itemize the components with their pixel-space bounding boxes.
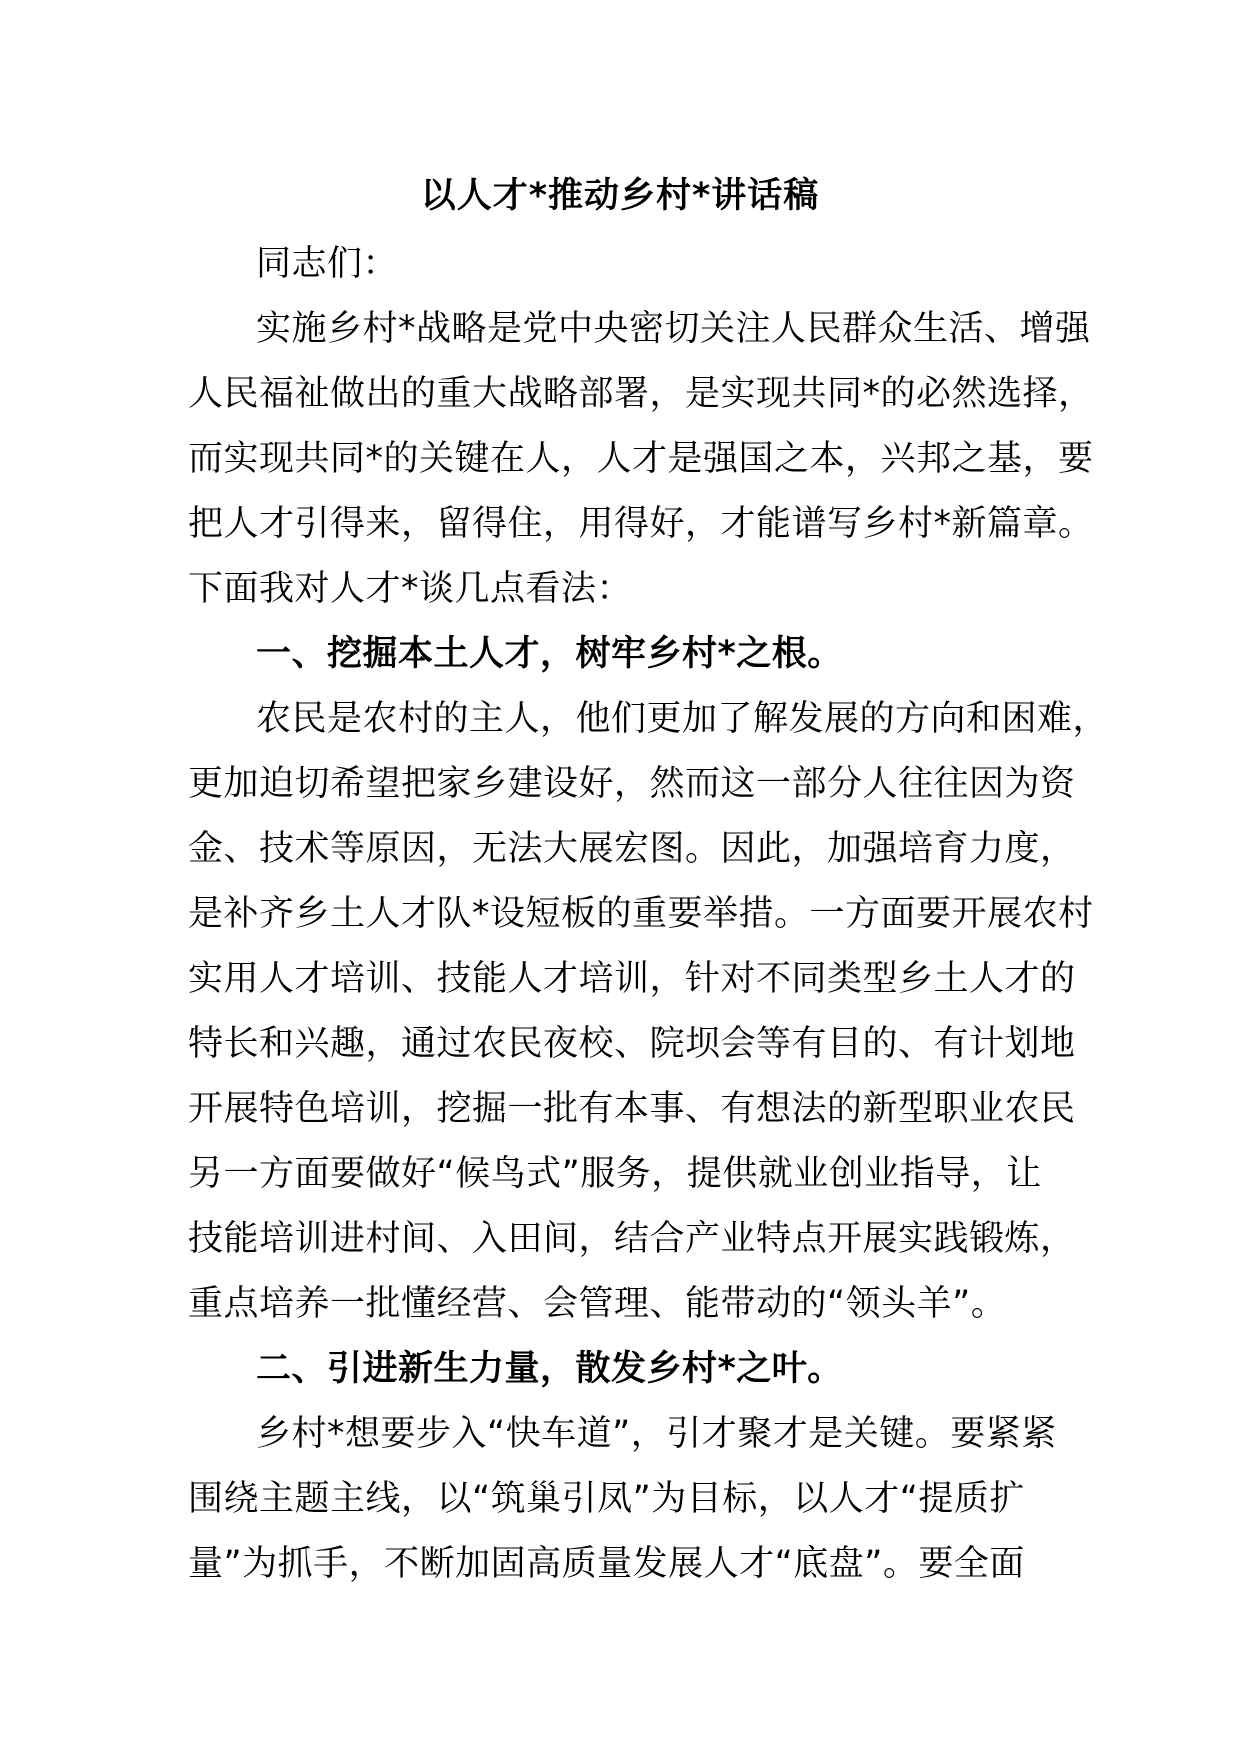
text-line: 重点培养一批懂经营、会管理、能带动的“领头羊”。 [188,1284,1007,1324]
text-line: 是补齐乡土人才队*设短板的重要举措。一方面要开展农村 [188,894,1094,934]
text-line: 而实现共同*的关键在人，人才是强国之本，兴邦之基，要 [188,439,1094,479]
text-line: 开展特色培训，挖掘一批有本事、有想法的新型职业农民 [188,1089,1076,1129]
text-line: 同志们： [256,244,399,284]
text-line: 把人才引得来，留得住，用得好，才能谱写乡村*新篇章。 [188,504,1094,544]
text-line: 另一方面要做好“候鸟式”服务，提供就业创业指导，让 [188,1154,1042,1194]
text-line: 实施乡村*战略是党中央密切关注人民群众生活、增强 [256,309,1091,349]
section-heading: 一、挖掘本土人才，树牢乡村*之根。 [256,634,843,674]
section-heading: 二、引进新生力量，散发乡村*之叶。 [256,1349,843,1389]
text-line: 特长和兴趣，通过农民夜校、院坝会等有目的、有计划地 [188,1024,1076,1064]
text-line: 农民是农村的主人，他们更加了解发展的方向和困难， [256,699,1109,739]
text-line: 乡村*想要步入“快车道”，引才聚才是关键。要紧紧 [256,1414,1057,1454]
text-line: 人民福祉做出的重大战略部署，是实现共同*的必然选择， [188,374,1094,414]
text-line: 下面我对人才*谈几点看法： [188,569,633,609]
text-line: 技能培训进村间、入田间，结合产业特点开展实践锻炼， [188,1219,1076,1259]
text-line: 围绕主题主线，以“筑巢引凤”为目标，以人才“提质扩 [188,1479,1025,1519]
document-body [188,232,1109,1597]
document-title: 以人才*推动乡村*讲话稿 [420,176,820,216]
text-line: 实用人才培训、技能人才培训，针对不同类型乡土人才的 [188,959,1076,999]
text-line: 量”为抓手，不断加固高质量发展人才“底盘”。要全面 [188,1544,1025,1584]
text-line: 金、技术等原因，无法大展宏图。因此，加强培育力度， [188,829,1076,869]
text-line: 更加迫切希望把家乡建设好，然而这一部分人往往因为资 [188,764,1076,804]
